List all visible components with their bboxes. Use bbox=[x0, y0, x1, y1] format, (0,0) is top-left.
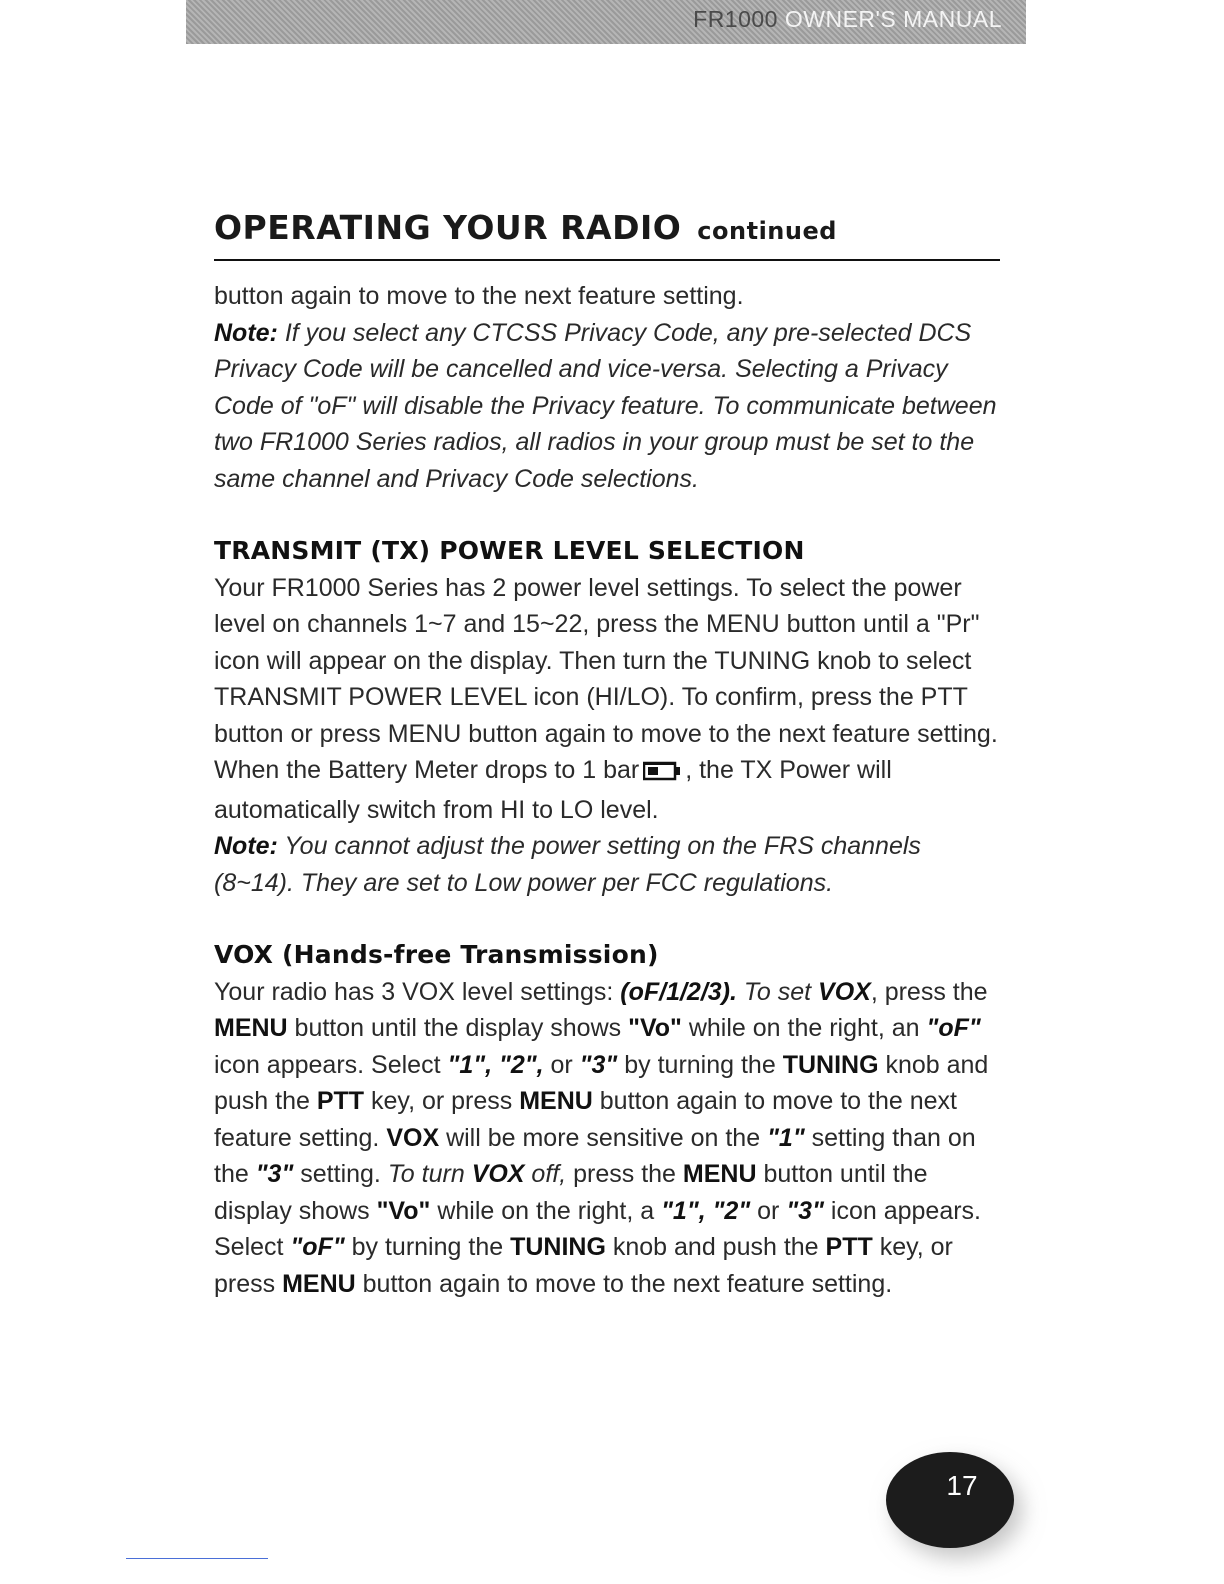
tx-power-heading: TRANSMIT (TX) POWER LEVEL SELECTION bbox=[214, 536, 805, 565]
page-content bbox=[214, 278, 1004, 1302]
page-number: 17 bbox=[946, 1470, 978, 1501]
vo-term: "Vo" bbox=[628, 1014, 682, 1042]
vox-text: will be more sensitive on the bbox=[439, 1123, 768, 1152]
vox-text: while on the right, an bbox=[681, 1014, 927, 1042]
section-continued: continued bbox=[697, 217, 837, 245]
section-title bbox=[214, 208, 1000, 247]
note-label: Note: bbox=[214, 318, 278, 347]
vox-text: by turning the bbox=[344, 1233, 511, 1261]
of-term: "oF" bbox=[290, 1233, 345, 1261]
option-term: "1" bbox=[767, 1123, 805, 1152]
tuning-term: TUNING bbox=[782, 1050, 879, 1079]
menu-term: MENU bbox=[282, 1269, 356, 1298]
vox-term: VOX bbox=[471, 1160, 525, 1188]
vox-text: button until the display shows bbox=[287, 1014, 629, 1042]
intro-line: button again to move to the next feature setting. bbox=[214, 282, 744, 310]
ptt-term: PTT bbox=[825, 1233, 873, 1261]
header-bar bbox=[186, 0, 1026, 44]
option-term: "3" bbox=[579, 1050, 618, 1079]
header-label: OWNER'S MANUAL bbox=[777, 6, 1002, 32]
vox-text: button until the display shows bbox=[214, 1160, 928, 1225]
vox-text: icon appears. Select bbox=[214, 1196, 981, 1261]
vox-text: press the bbox=[566, 1160, 683, 1188]
vox-text: Your radio has 3 VOX level settings: bbox=[214, 977, 621, 1006]
vox-text: To turn bbox=[387, 1160, 472, 1188]
vox-term: VOX bbox=[818, 977, 871, 1006]
vox-text: or bbox=[543, 1050, 580, 1079]
vox-text: button again to move to the next feature setting. bbox=[214, 1087, 957, 1152]
of-term: "oF" bbox=[926, 1014, 981, 1042]
note-text: If you select any CTCSS Privacy Code, any pre-selected DCS Privacy Code will be cancelled and vice-versa. Selecting a Privacy Code of "oF" will disable the Privacy feature. To communicate between two FR1000 Series radios, all radios in your group must be set to the same channel and Privacy Code selections. bbox=[214, 318, 997, 493]
vox-term: VOX bbox=[386, 1123, 440, 1152]
vox-levels: (oF/1/2/3). bbox=[620, 977, 737, 1006]
vox-heading: VOX (Hands-free Transmission) bbox=[214, 940, 659, 969]
menu-term: MENU bbox=[682, 1160, 757, 1188]
vox-text: button again to move to the next feature setting. bbox=[355, 1269, 893, 1298]
header-model: FR1000 bbox=[693, 6, 778, 32]
option-term: "3" bbox=[255, 1160, 294, 1188]
option-term: "1", "2" bbox=[661, 1196, 751, 1225]
vox-text: key, or press bbox=[214, 1233, 953, 1298]
ptt-term: PTT bbox=[316, 1087, 365, 1115]
vox-text: while on the right, a bbox=[430, 1196, 662, 1225]
running-header bbox=[693, 6, 1002, 33]
vo-term: "Vo" bbox=[376, 1196, 431, 1225]
vox-paragraph bbox=[214, 974, 1004, 1303]
vox-text: or bbox=[750, 1196, 787, 1225]
option-term: "1", "2", bbox=[447, 1050, 544, 1079]
vox-text: To set bbox=[736, 977, 819, 1006]
vox-text: off, bbox=[524, 1160, 567, 1188]
tx-power-paragraph bbox=[214, 570, 1004, 902]
vox-text: , press the bbox=[870, 977, 988, 1006]
tuning-term: TUNING bbox=[510, 1233, 606, 1261]
battery-one-bar-icon bbox=[643, 755, 681, 792]
menu-term: MENU bbox=[519, 1087, 593, 1115]
footer-line bbox=[126, 1558, 268, 1559]
vox-text: knob and push the bbox=[605, 1233, 826, 1261]
section-title-text: OPERATING YOUR RADIO bbox=[214, 208, 682, 247]
tx-power-body-1: Your FR1000 Series has 2 power level settings. To select the power level on channels 1~7 and 15~22, press the MENU button until a "Pr" icon will appear on the display. Then turn the TUNING knob to select TRANSMIT POWER LEVEL icon (HI/LO). To confirm, press the PTT button or press MENU button again to move to the next feature setting. When the Battery Meter drops to 1 bar bbox=[214, 573, 998, 784]
tx-note-text: You cannot adjust the power setting on the FRS channels (8~14). They are set to Low power per FCC regulations. bbox=[214, 832, 921, 897]
intro-paragraph bbox=[214, 278, 1004, 497]
vox-text: key, or press bbox=[364, 1087, 520, 1115]
option-term: "3" bbox=[786, 1196, 824, 1225]
tx-power-body-2: , the TX Power will automatically switch from HI to LO level. bbox=[214, 756, 892, 824]
vox-text: setting. bbox=[293, 1160, 388, 1188]
title-rule bbox=[214, 259, 1000, 261]
vox-text: knob and push the bbox=[214, 1050, 989, 1115]
spacer bbox=[214, 901, 1004, 937]
vox-text: by turning the bbox=[617, 1050, 783, 1079]
vox-text: icon appears. Select bbox=[214, 1050, 448, 1079]
menu-term: MENU bbox=[214, 1014, 288, 1042]
spacer bbox=[214, 497, 1004, 533]
vox-text: setting than on the bbox=[214, 1123, 976, 1188]
tx-note-label: Note: bbox=[214, 832, 278, 860]
